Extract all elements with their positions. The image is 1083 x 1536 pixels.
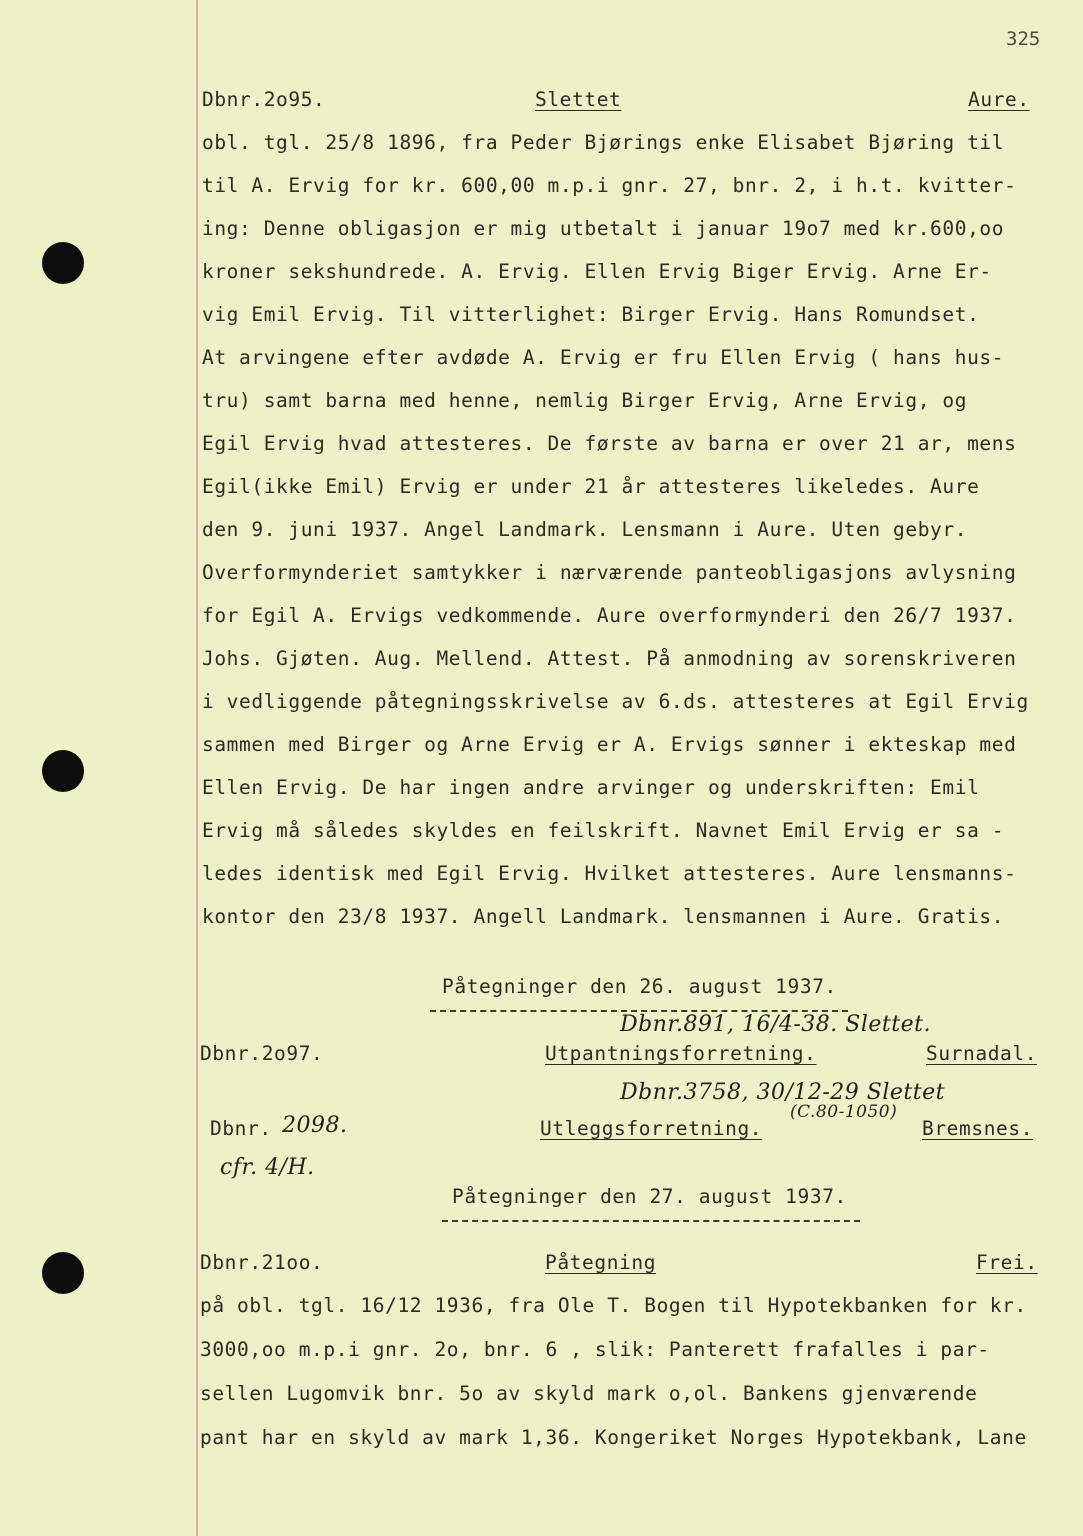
entry-id: Dbnr.21oo. <box>200 1251 324 1274</box>
text-line: At arvingene efter avdøde A. Ervig er fru Ellen Ervig ( hans hus- <box>202 346 1005 369</box>
text-line: Johs. Gjøten. Aug. Mellend. Attest. På anmodning av sorenskriveren <box>202 647 1017 670</box>
text-line: vig Emil Ervig. Til vitterlighet: Birger Ervig. Hans Romundset. <box>202 303 980 326</box>
handwritten-note: Dbnr.3758, 30/12-29 Slettet <box>620 1080 945 1105</box>
handwritten-entry-number: 2098. <box>282 1113 348 1138</box>
text-line: sammen med Birger og Arne Ervig er A. Ervigs sønner i ekteskap med <box>202 733 1017 756</box>
entry-place: Surnadal. <box>926 1042 1038 1065</box>
entry-title: Påtegning <box>545 1251 657 1274</box>
text-line: for Egil A. Ervigs vedkommende. Aure overformynderi den 26/7 1937. <box>202 604 1017 627</box>
text-line: i vedliggende påtegningsskrivelse av 6.ds. attesteres at Egil Ervig <box>202 690 1029 713</box>
margin-rule <box>196 0 198 1536</box>
text-line: obl. tgl. 25/8 1896, fra Peder Bjørings enke Elisabet Bjøring til <box>202 131 1005 154</box>
handwritten-note: (C.80-1050) <box>790 1102 898 1122</box>
text-line: den 9. juni 1937. Angel Landmark. Lensmann i Aure. Uten gebyr. <box>202 518 968 541</box>
text-line: på obl. tgl. 16/12 1936, fra Ole T. Bogen til Hypotekbanken for kr. <box>200 1294 1027 1317</box>
entry-place: Bremsnes. <box>922 1117 1034 1140</box>
text-line: kontor den 23/8 1937. Angell Landmark. lensmannen i Aure. Gratis. <box>202 905 1005 928</box>
text-line: ledes identisk med Egil Ervig. Hvilket attesteres. Aure lensmanns- <box>202 862 1017 885</box>
handwritten-note: Dbnr.891, 16/4-38. Slettet. <box>620 1012 931 1037</box>
entry-title: Utleggsforretning. <box>540 1117 763 1140</box>
entry-place: Frei. <box>976 1251 1038 1274</box>
heading-divider <box>442 1220 860 1222</box>
punch-hole <box>42 750 84 792</box>
punch-hole <box>42 242 84 284</box>
text-line: Ervig må således skyldes en feilskrift. Navnet Emil Ervig er sa - <box>202 819 1005 842</box>
text-line: kroner sekshundrede. A. Ervig. Ellen Ervig Biger Ervig. Arne Er- <box>202 260 992 283</box>
entry-id: Dbnr. <box>210 1117 272 1140</box>
text-line: Egil Ervig hvad attesteres. De første av barna er over 21 ar, mens <box>202 432 1017 455</box>
punch-hole <box>42 1252 84 1294</box>
page-number: 325 <box>1006 28 1041 50</box>
entry-place: Aure. <box>968 88 1030 111</box>
text-line: Egil(ikke Emil) Ervig er under 21 år attesteres likeledes. Aure <box>202 475 980 498</box>
text-line: 3000,oo m.p.i gnr. 2o, bnr. 6 , slik: Panterett frafalles i par- <box>200 1338 990 1361</box>
text-line: sellen Lugomvik bnr. 5o av skyld mark o,ol. Bankens gjenværende <box>200 1382 978 1405</box>
text-line: til A. Ervig for kr. 600,00 m.p.i gnr. 27, bnr. 2, i h.t. kvitter- <box>202 174 1017 197</box>
handwritten-margin-note: cfr. 4/H. <box>220 1155 315 1180</box>
text-line: Ellen Ervig. De har ingen andre arvinger og underskriften: Emil <box>202 776 980 799</box>
entry-title: Slettet <box>535 88 622 111</box>
text-line: tru) samt barna med henne, nemlig Birger Ervig, Arne Ervig, og <box>202 389 968 412</box>
text-line: ing: Denne obligasjon er mig utbetalt i januar 19o7 med kr.600,oo <box>202 217 1005 240</box>
entry-title: Utpantningsforretning. <box>545 1042 817 1065</box>
text-line: Overformynderiet samtykker i nærværende panteobligasjons avlysning <box>202 561 1017 584</box>
entry-id: Dbnr.2o95. <box>202 88 326 111</box>
section-heading: Påtegninger den 27. august 1937. <box>452 1185 847 1208</box>
text-line: pant har en skyld av mark 1,36. Kongeriket Norges Hypotekbank, Lane <box>200 1426 1027 1449</box>
section-heading: Påtegninger den 26. august 1937. <box>442 975 837 998</box>
entry-id: Dbnr.2o97. <box>200 1042 324 1065</box>
